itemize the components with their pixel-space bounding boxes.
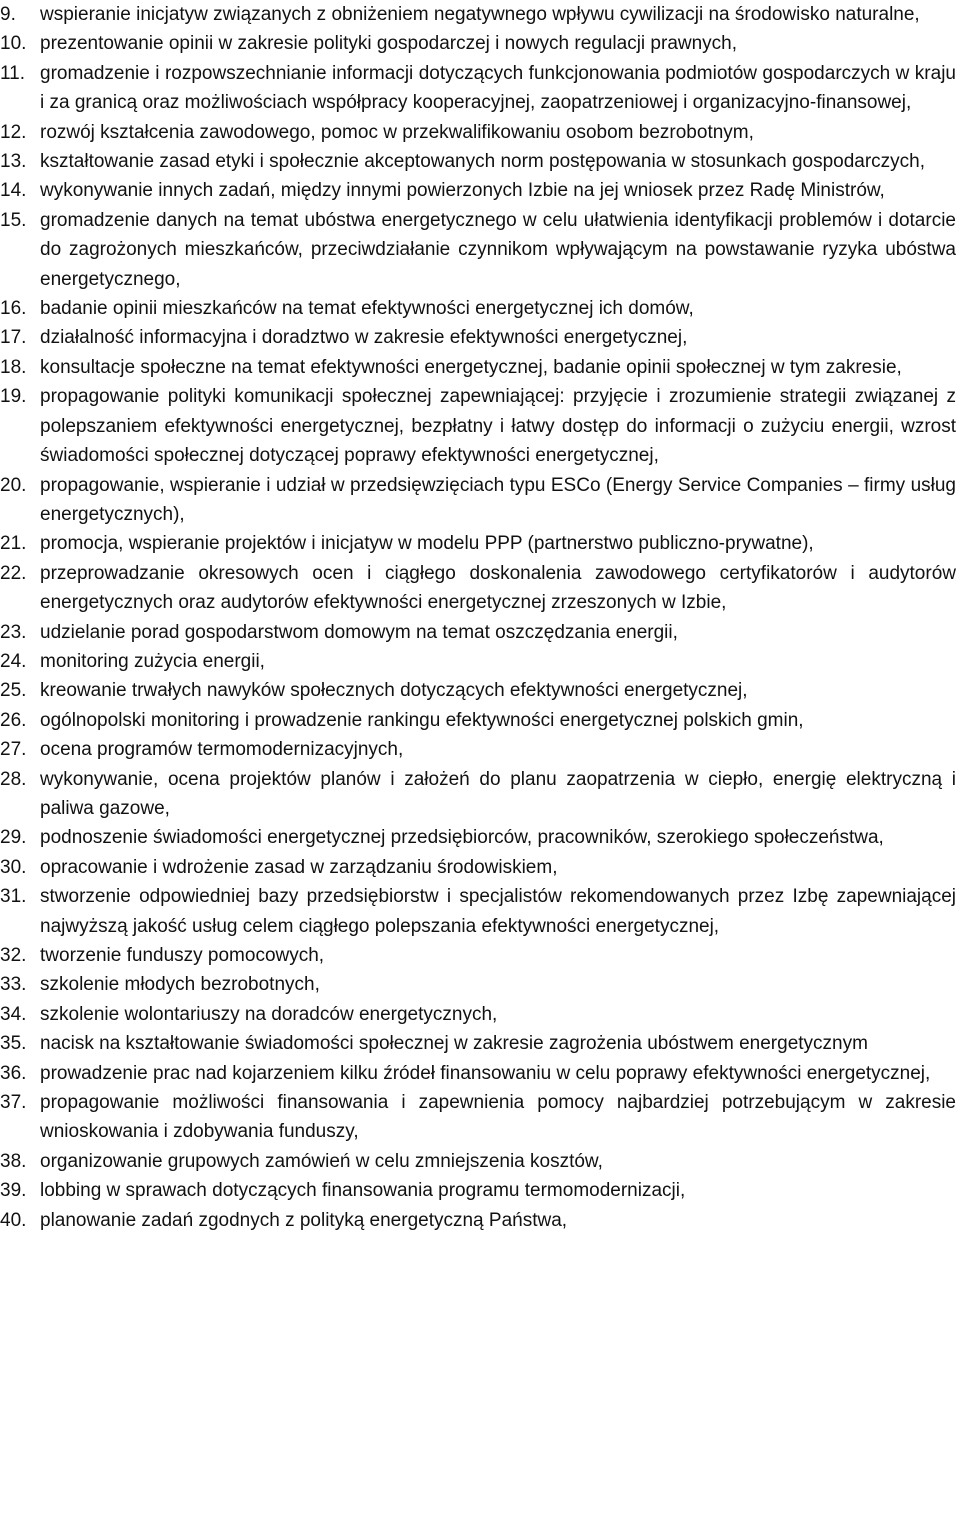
- list-item: [0, 1059, 960, 1088]
- item-text: propagowanie polityki komunikacji społecznej zapewniającej: przyjęcie i zrozumienie strategii związanej z polepszaniem efektywności energetycznej, bezpłatny i łatwy dostęp do informacji o zużyciu energii, wzrost świadomości społecznej dotyczącej poprawy efektywności energetycznej,: [40, 386, 956, 467]
- item-number: 25.: [0, 680, 27, 702]
- item-text: promocja, wspieranie projektów i inicjatyw w modelu PPP (partnerstwo publiczno-prywatne),: [40, 533, 814, 555]
- item-number: 10.: [0, 33, 27, 55]
- list-item: [0, 323, 960, 352]
- list-item: [0, 647, 960, 676]
- item-text: szkolenie młodych bezrobotnych,: [40, 974, 320, 996]
- list-item: [0, 206, 960, 294]
- item-text: gromadzenie i rozpowszechnianie informacji dotyczących funkcjonowania podmiotów gospodarczych w kraju i za granicą oraz możliwościach współpracy kooperacyjnej, zaopatrzeniowej i organizacyjno-finansowej,: [40, 62, 956, 114]
- item-number: 11.: [0, 62, 26, 84]
- list-item: [0, 1000, 960, 1029]
- item-text: tworzenie funduszy pomocowych,: [40, 945, 325, 966]
- item-text: ocena programów termomodernizacyjnych,: [40, 739, 404, 761]
- item-number: 36.: [0, 1062, 27, 1084]
- list-item: [0, 706, 960, 735]
- item-text: planowanie zadań zgodnych z polityką energetyczną Państwa,: [40, 1209, 568, 1231]
- item-text: gromadzenie danych na temat ubóstwa energetycznego w celu ułatwienia identyfikacji problemów i dotarcie do zagrożonych mieszkańców, przeciwdziałanie czynnikom wpływającym na powstawanie ryzyka ubóstwa energetycznego,: [40, 209, 956, 290]
- list-item: [0, 559, 960, 618]
- item-number: 24.: [0, 650, 27, 672]
- item-text: prowadzenie prac nad kojarzeniem kilku źródeł finansowaniu w celu poprawy efektywności energetycznej,: [40, 1062, 931, 1084]
- item-number: 16.: [0, 298, 27, 320]
- list-item: [0, 294, 960, 323]
- item-number: 17.: [0, 327, 27, 349]
- item-number: 40.: [0, 1209, 27, 1231]
- item-text: opracowanie i wdrożenie zasad w zarządzaniu środowiskiem,: [40, 856, 558, 878]
- item-text: kreowanie trwałych nawyków społecznych dotyczących efektywności energetycznej,: [40, 680, 748, 702]
- list-item: [0, 59, 960, 118]
- item-text: stworzenie odpowiedniej bazy przedsiębiorstw i specjalistów rekomendowanych przez Izbę zapewniającej najwyższą jakość usług celem ciągłego polepszania efektywności energetycznej,: [40, 886, 956, 937]
- item-number: 13.: [0, 151, 27, 173]
- list-item: [0, 735, 960, 764]
- item-text: działalność informacyjna i doradztwo w zakresie efektywności energetycznej,: [40, 327, 688, 349]
- list-item: [0, 1029, 960, 1058]
- item-number: 31.: [0, 886, 27, 908]
- item-number: 18.: [0, 356, 27, 378]
- item-text: udzielanie porad gospodarstwom domowym na temat oszczędzania energii,: [40, 621, 678, 643]
- item-text: lobbing w sprawach dotyczących finansowania programu termomodernizacji,: [40, 1180, 686, 1202]
- item-text: rozwój kształcenia zawodowego, pomoc w przekwalifikowaniu osobom bezrobotnym,: [40, 121, 754, 143]
- item-text: wykonywanie innych zadań, między innymi powierzonych Izbie na jej wniosek przez Radę Ministrów,: [40, 180, 885, 202]
- list-item: [0, 471, 960, 530]
- list-item: [0, 1147, 960, 1176]
- list-item: [0, 970, 960, 999]
- item-text: przeprowadzanie okresowych ocen i ciągłego doskonalenia zawodowego certyfikatorów i audytorów energetycznych oraz audytorów efektywności energetycznej zrzeszonych w Izbie,: [40, 562, 956, 614]
- item-text: wspieranie inicjatyw związanych z obniżeniem negatywnego wpływu cywilizacji na środowisko naturalne,: [40, 4, 920, 25]
- item-text: ogólnopolski monitoring i prowadzenie rankingu efektywności energetycznej polskich gmin,: [40, 709, 804, 731]
- item-number: 35.: [0, 1033, 27, 1055]
- item-text: prezentowanie opinii w zakresie polityki gospodarczej i nowych regulacji prawnych,: [40, 33, 738, 55]
- item-text: organizowanie grupowych zamówień w celu zmniejszenia kosztów,: [40, 1150, 603, 1172]
- item-number: 21.: [0, 533, 27, 555]
- item-text: konsultacje społeczne na temat efektywności energetycznej, badanie opinii społecznej w tym zakresie,: [40, 356, 902, 378]
- item-text: propagowanie, wspieranie i udział w przedsięwzięciach typu ESCo (Energy Service Companies – firmy usług energetycznych),: [40, 474, 956, 525]
- list-item: [0, 118, 960, 147]
- item-text: wykonywanie, ocena projektów planów i założeń do planu zaopatrzenia w ciepło, energię elektryczną i paliwa gazowe,: [40, 768, 956, 819]
- item-text: monitoring zużycia energii,: [40, 650, 265, 672]
- item-number: 29.: [0, 827, 27, 849]
- item-text: badanie opinii mieszkańców na temat efektywności energetycznej ich domów,: [40, 298, 694, 320]
- item-text: kształtowanie zasad etyki i społecznie akceptowanych norm postępowania w stosunkach gospodarczych,: [40, 151, 926, 173]
- list-item: [0, 823, 960, 852]
- item-number: 19.: [0, 386, 27, 408]
- list-item: [0, 941, 960, 970]
- list-item: [0, 765, 960, 824]
- list-item: [0, 853, 960, 882]
- item-number: 38.: [0, 1150, 27, 1172]
- list-item: [0, 618, 960, 647]
- item-number: 28.: [0, 768, 27, 790]
- item-number: 12.: [0, 121, 27, 143]
- item-number: 30.: [0, 856, 27, 878]
- item-text: podnoszenie świadomości energetycznej przedsiębiorców, pracowników, szerokiego społeczeństwa,: [40, 827, 884, 849]
- list-item: [0, 529, 960, 558]
- item-text: szkolenie wolontariuszy na doradców energetycznych,: [40, 1003, 498, 1025]
- item-text: propagowanie możliwości finansowania i zapewnienia pomocy najbardziej potrzebującym w zakresie wnioskowania i zdobywania funduszy,: [40, 1092, 956, 1143]
- item-number: 34.: [0, 1003, 27, 1025]
- item-number: 23.: [0, 621, 27, 643]
- list-item: [0, 382, 960, 470]
- item-number: 39.: [0, 1180, 27, 1202]
- item-number: 15.: [0, 209, 27, 231]
- item-number: 14.: [0, 180, 27, 202]
- item-number: 9.: [0, 4, 16, 25]
- list-item: [0, 176, 960, 205]
- item-text: nacisk na kształtowanie świadomości społecznej w zakresie zagrożenia ubóstwem energetycznym: [40, 1033, 868, 1055]
- item-number: 32.: [0, 945, 27, 966]
- list-item: [0, 147, 960, 176]
- item-number: 27.: [0, 739, 27, 761]
- list-item: [0, 1206, 960, 1235]
- list-item: [0, 29, 960, 58]
- list-item: [0, 882, 960, 941]
- list-item: [0, 1176, 960, 1205]
- list-item: [0, 353, 960, 382]
- item-number: 26.: [0, 709, 27, 731]
- list-item: [0, 1088, 960, 1147]
- item-number: 37.: [0, 1092, 27, 1114]
- item-number: 22.: [0, 562, 27, 584]
- item-number: 20.: [0, 474, 27, 496]
- item-number: 33.: [0, 974, 27, 996]
- list-item: [0, 676, 960, 705]
- list-item: [0, 0, 960, 29]
